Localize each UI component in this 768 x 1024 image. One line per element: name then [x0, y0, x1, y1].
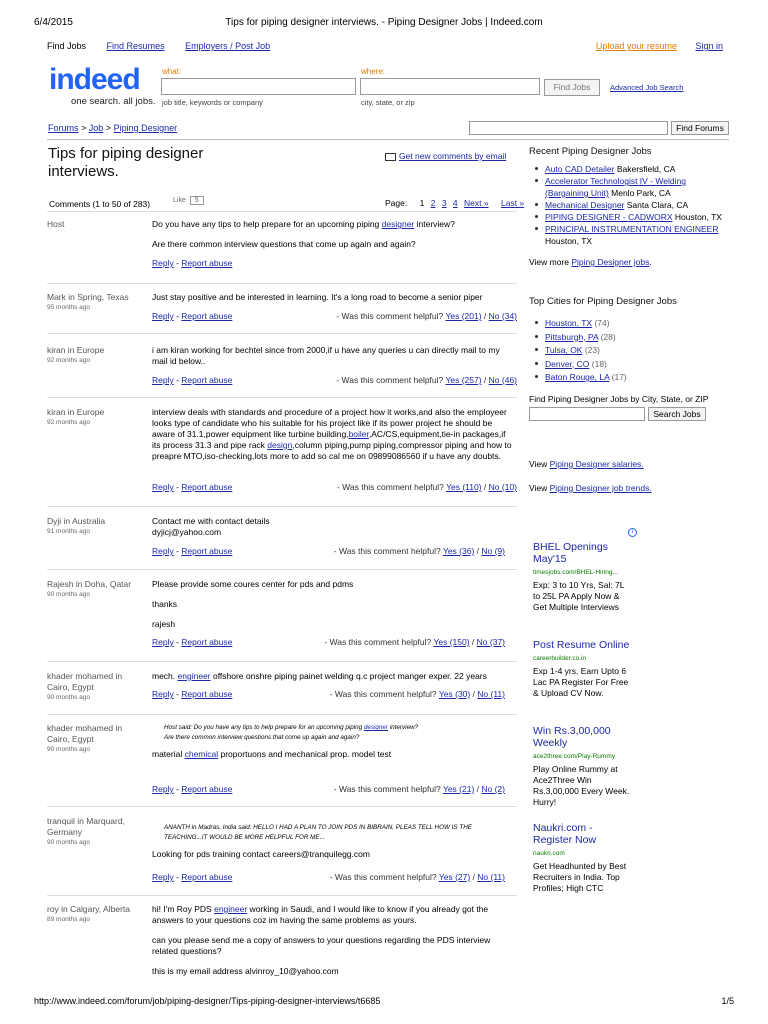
view-more-text: View more [529, 257, 572, 267]
separator: - [173, 258, 182, 268]
get-comments-email[interactable] [385, 151, 506, 161]
comment-text: this is my email address alvinroy_10@yahoo.com [152, 966, 339, 976]
keyword-link[interactable]: boiler [348, 429, 369, 439]
breadcrumb-sep: > [103, 123, 114, 133]
quote-text: Are there common interview questions that come up again and again? [164, 734, 360, 741]
like-widget[interactable] [173, 196, 204, 205]
sign-in-link[interactable]: Sign in [695, 41, 723, 51]
comment-age: 95 months ago [47, 304, 91, 311]
job-location: Menlo Park, CA [608, 188, 671, 198]
comment-age: 90 months ago [47, 746, 91, 753]
top-cities-section [529, 296, 729, 385]
ad-url: ace2three.com/Play-Rummy [533, 753, 615, 760]
separator: - [173, 546, 182, 556]
helpful-question: - Was this comment helpful? [333, 546, 441, 556]
job-location: Bakersfield, CA [614, 164, 676, 174]
divider [47, 283, 517, 284]
reply-link[interactable]: Reply [152, 375, 174, 385]
forum-search-input[interactable] [469, 121, 668, 135]
list-item [529, 175, 729, 199]
ad-title[interactable]: Naukri.com - Register Now [533, 822, 597, 846]
where-label: where: [361, 67, 386, 76]
divider [47, 895, 517, 896]
comment-actions [152, 546, 232, 556]
separator: / [481, 375, 489, 385]
sponsored-ad[interactable] [533, 541, 633, 613]
breadcrumb-piping-designer[interactable]: Piping Designer [113, 123, 178, 133]
helpful-vote [337, 482, 517, 492]
pager-label: Page: [385, 198, 408, 208]
divider [47, 569, 517, 570]
breadcrumb-forums[interactable]: Forums [48, 123, 79, 133]
comment-actions [152, 637, 232, 647]
view-more-link[interactable]: Piping Designer jobs [571, 257, 650, 267]
comment-text: interview deals with standards and procedure of a project how it works,and also the employeer looks type of candidate who his suitable for his project like if its power project he should be aware of 31.1,power equipment like turbine building, [152, 407, 507, 439]
helpful-vote [330, 872, 505, 882]
top-cities-title: Top Cities for Piping Designer Jobs [529, 296, 677, 307]
ad-url: naukri.com [533, 850, 565, 857]
reply-link[interactable]: Reply [152, 482, 174, 492]
vote-yes[interactable]: Yes (257) [445, 375, 482, 385]
comment-text: ,column piping,pump piping,compressor piping and how to preapre MTO,iso-checking,lots more to add so cal me on 09899086560 if u have any doubts. [152, 440, 512, 461]
find-jobs-button[interactable]: Find Jobs [544, 79, 600, 96]
trends-line [529, 483, 652, 493]
comment-body [152, 723, 512, 769]
trends-text: View [529, 483, 550, 493]
keyword-link[interactable]: design [267, 440, 293, 450]
helpful-vote [336, 375, 517, 385]
comment-text: Contact me with contact details [152, 516, 270, 526]
view-more-text: . [649, 257, 652, 267]
upload-resume-link[interactable]: Upload your resume [595, 41, 677, 51]
comment-body [152, 292, 512, 312]
comment-body [152, 816, 512, 869]
vote-no[interactable]: No (9) [481, 546, 505, 556]
helpful-vote [336, 311, 517, 321]
report-abuse-link[interactable]: Report abuse [181, 637, 233, 647]
what-input[interactable] [161, 78, 356, 95]
reply-link[interactable]: Reply [152, 258, 174, 268]
comment-body [152, 407, 512, 471]
comment-body [152, 671, 512, 691]
nav-find-resumes[interactable]: Find Resumes [106, 41, 165, 51]
city-link[interactable]: Tulsa, OK [545, 345, 583, 355]
keyword-link[interactable]: engineer [214, 904, 248, 914]
pager-page-4[interactable]: 4 [452, 198, 458, 208]
comment-text: Do you have any tips to help prepare for an upcoming piping [152, 219, 382, 229]
author-name: khader mohamed in Cairo, Egypt [47, 723, 123, 744]
helpful-vote [330, 689, 505, 699]
separator: - [173, 375, 182, 385]
ad-description: Exp 1-4 yrs, Earn Upto 6 Lac PA Register For Free & Upload CV Now. [533, 666, 629, 698]
keyword-link[interactable]: engineer [177, 671, 211, 681]
author-name: kiran in Europe [47, 345, 105, 355]
divider [47, 397, 517, 398]
job-location: Santa Clara, CA [624, 200, 689, 210]
adchoices-icon[interactable]: i [628, 528, 637, 537]
report-abuse-link[interactable]: Report abuse [181, 546, 233, 556]
vote-no[interactable]: No (11) [477, 872, 505, 882]
quote-author: Host said: [164, 724, 192, 731]
separator: - [173, 689, 182, 699]
print-url: http://www.indeed.com/forum/job/piping-designer/Tips-piping-designer-interviews/t6685 [34, 996, 381, 1006]
separator: / [474, 546, 482, 556]
vote-yes[interactable]: Yes (30) [438, 689, 471, 699]
comment-age: 90 months ago [47, 839, 91, 846]
comment-actions [152, 258, 232, 268]
indeed-logo[interactable] [49, 63, 159, 108]
report-abuse-link[interactable]: Report abuse [181, 689, 233, 699]
divider [47, 806, 517, 807]
city-link[interactable]: Denver, CO [545, 358, 590, 369]
report-abuse-link[interactable]: Report abuse [181, 258, 233, 268]
comment-actions [152, 784, 232, 794]
advanced-search-link[interactable]: Advanced Job Search [610, 83, 684, 92]
comment-author [47, 516, 142, 536]
separator: / [470, 689, 478, 699]
helpful-question: - Was this comment helpful? [336, 482, 444, 492]
comment-age: 90 months ago [47, 694, 91, 701]
reply-link[interactable]: Reply [152, 689, 174, 699]
comment-text: Please provide some coures center for pds and pdms [152, 579, 354, 589]
job-link[interactable]: Accelerator Technologist IV - Welding (Bargaining Unit) [545, 176, 686, 198]
pager-page-3[interactable]: 3 [441, 198, 447, 208]
pager [385, 198, 528, 208]
helpful-question: - Was this comment helpful? [329, 689, 437, 699]
comment-author [47, 579, 142, 599]
vote-no[interactable]: No (10) [488, 482, 517, 492]
report-abuse-link[interactable]: Report abuse [181, 872, 233, 882]
breadcrumb [48, 123, 177, 133]
quote-text: HELLO I HAD A PLAN TO JOIN PDS IN BIBRAIN, PLEAS TELL HOW IS THE TEACHING...IT WOULD BE MORE HELPFUL FOR ME... [164, 824, 472, 841]
separator: / [470, 872, 478, 882]
keyword-link[interactable]: chemical [184, 749, 219, 759]
comment-text: Are there common interview questions that come up again and again? [152, 239, 416, 249]
comment-author [47, 904, 142, 924]
reply-link[interactable]: Reply [152, 637, 174, 647]
author-name: tranquil in Marquard, Germany [47, 816, 125, 837]
city-count: (18) [589, 358, 607, 369]
what-hint: job title, keywords or company [162, 98, 263, 107]
separator: - [173, 637, 182, 647]
quote-text: interview? [388, 724, 419, 731]
logo-tagline: one search. all jobs. [71, 96, 156, 107]
report-abuse-link[interactable]: Report abuse [181, 784, 233, 794]
city-count: (28) [598, 331, 616, 342]
vote-yes[interactable]: Yes (150) [433, 637, 470, 647]
job-location: Houston, TX [672, 212, 722, 222]
divider [47, 506, 517, 507]
comment-body [152, 219, 512, 259]
print-title: Tips for piping designer interviews. - Piping Designer Jobs | Indeed.com [225, 17, 543, 28]
comment-text: mech. [152, 671, 178, 681]
comment-text: hi! I'm Roy PDS [152, 904, 215, 914]
find-by-city-title: Find Piping Designer Jobs by City, State, or ZIP [529, 394, 709, 404]
ad-title[interactable]: Win Rs.3,00,000 Weekly [533, 725, 611, 749]
list-item [529, 317, 729, 331]
comment-text: Looking for pds training contact careers@tranquilegg.com [152, 849, 370, 859]
report-abuse-link[interactable]: Report abuse [181, 375, 233, 385]
ad-description: Exp: 3 to 10 Yrs, Sal: 7L to 25L PA Apply Now & Get Multiple Interviews [533, 580, 625, 612]
pager-next[interactable]: Next » [464, 198, 489, 208]
search-jobs-button[interactable]: Search Jobs [648, 407, 706, 421]
comment-author [47, 816, 142, 847]
author-name: Dyji in Australia [47, 516, 106, 526]
reply-link[interactable]: Reply [152, 546, 174, 556]
logo-wordmark: indeed [49, 63, 140, 96]
salaries-text: View [529, 459, 550, 469]
where-hint: city, state, or zip [361, 98, 415, 107]
comments-count: Comments (1 to 50 of 283) [49, 199, 151, 209]
comment-text: material [152, 749, 185, 759]
job-link[interactable]: Mechanical Designer [545, 200, 625, 210]
get-comments-link[interactable]: Get new comments by email [399, 151, 507, 161]
comment-author [47, 292, 142, 312]
list-item [529, 163, 729, 175]
helpful-vote [334, 784, 505, 794]
comment-author [47, 671, 142, 702]
keyword-link[interactable]: designer [363, 724, 389, 731]
comment-body [152, 904, 512, 986]
list-item [529, 211, 729, 223]
author-name: Mark in Spring, Texas [47, 292, 129, 302]
keyword-link[interactable]: designer [381, 219, 415, 229]
comment-actions [152, 375, 232, 385]
city-count: (17) [609, 372, 627, 382]
top-cities-list [529, 317, 729, 385]
ad-description: Play Online Rummy at Ace2Three Win Rs.3,00,000 Every Week. Hurry! [533, 764, 630, 807]
report-abuse-link[interactable]: Report abuse [181, 311, 233, 321]
vote-no[interactable]: No (2) [481, 784, 505, 794]
city-count: (23) [582, 345, 600, 355]
separator: / [469, 637, 477, 647]
comment-age: 92 months ago [47, 419, 91, 426]
vote-no[interactable]: No (34) [488, 311, 517, 321]
report-abuse-link[interactable]: Report abuse [181, 482, 233, 492]
comment-text: can you please send me a copy of answers to your questions regarding the PDS interview related questions? [152, 935, 491, 956]
comment-text: rajesh [152, 619, 176, 629]
page-title: Tips for piping designer interviews. [48, 145, 204, 180]
job-link[interactable]: PRINCIPAL INSTRUMENTATION ENGINEER [545, 224, 719, 234]
comment-age: 92 months ago [47, 357, 91, 364]
top-nav [47, 41, 288, 51]
comment-text: ,AC/CS,equipment,tie-in packages,if its process 31.3 and pipe rack [152, 429, 506, 450]
sponsored-ad[interactable] [533, 725, 633, 808]
divider [47, 139, 729, 140]
comment-age: 89 months ago [47, 916, 91, 923]
comment-actions [152, 311, 232, 321]
print-date: 6/4/2015 [34, 17, 73, 28]
sponsored-ad[interactable] [533, 639, 633, 699]
print-page-number: 1/5 [721, 996, 734, 1006]
what-label: what: [162, 67, 182, 76]
comment-text: offshore onshre piping painet welding q.c project manger exper. 22 years [210, 671, 487, 681]
helpful-question: - Was this comment helpful? [333, 784, 441, 794]
ad-url: careerbuilder.co.in [533, 655, 587, 662]
separator: - [173, 482, 182, 492]
separator: / [481, 482, 489, 492]
helpful-vote [334, 546, 505, 556]
vote-no[interactable]: No (46) [488, 375, 517, 385]
vote-yes[interactable]: Yes (110) [446, 482, 482, 492]
ad-title[interactable]: BHEL Openings May'15 [533, 541, 608, 565]
divider [47, 714, 517, 715]
envelope-icon [385, 153, 396, 161]
comment-author [47, 345, 142, 365]
list-item [529, 199, 729, 211]
helpful-question: - Was this comment helpful? [336, 311, 444, 321]
reply-link[interactable]: Reply [152, 311, 174, 321]
author-name: kiran in Europe [47, 407, 105, 417]
quote-author: ANANTH in Madras, India said: [164, 824, 252, 831]
comment-text: interview? [414, 219, 455, 229]
comment-actions [152, 872, 232, 882]
pager-page-1[interactable]: 1 [419, 198, 425, 208]
helpful-vote [324, 637, 505, 647]
reply-link[interactable]: Reply [152, 784, 174, 794]
divider [47, 211, 517, 212]
where-input[interactable] [360, 78, 540, 95]
quoted-comment [152, 823, 512, 843]
city-link[interactable]: Houston, TX [545, 318, 593, 328]
breadcrumb-job[interactable]: Job [88, 123, 104, 133]
separator: / [474, 784, 482, 794]
separator: - [173, 784, 182, 794]
list-item [529, 223, 729, 247]
ad-description: Get Headhunted by Best Recruiters in India. Top Profiles; High CTC [533, 861, 627, 893]
salaries-line [529, 459, 644, 469]
comment-body [152, 345, 512, 376]
recent-jobs-title: Recent Piping Designer Jobs [529, 146, 652, 157]
find-forums-button[interactable]: Find Forums [671, 121, 729, 135]
list-item [529, 371, 729, 385]
comment-text: working in Saudi, and I would like to know if you already got the answers to your questions coz im having the same problems as yours. [152, 904, 489, 925]
separator: / [481, 311, 489, 321]
vote-yes[interactable]: Yes (27) [438, 872, 471, 882]
comment-text: i am kiran working for bechtel since from 2000,if u have any queries u can directly mail to my mail id below.. [152, 345, 500, 366]
author-name: khader mohamed in Cairo, Egypt [47, 671, 123, 692]
city-link[interactable]: Baton Rouge, LA [545, 372, 610, 382]
quoted-comment [152, 723, 512, 743]
comment-age: 91 months ago [47, 528, 91, 535]
comment-text: Just stay positive and be interested in learning. It's a long road to become a senior piper [152, 292, 483, 302]
comment-text: proportuons and mechanical prop. model test [218, 749, 392, 759]
helpful-question: - Was this comment helpful? [324, 637, 432, 647]
trends-link[interactable]: Piping Designer job trends. [549, 483, 652, 493]
sponsored-ad[interactable] [533, 822, 633, 894]
comment-author: Host [47, 219, 65, 229]
comment-actions [152, 689, 232, 699]
quote-text: Do you have any tips to help prepare for an upcoming piping [192, 724, 364, 731]
vote-yes[interactable]: Yes (36) [442, 546, 475, 556]
city-search-input[interactable] [529, 407, 645, 421]
ad-url: timesjobs.com/BHEL-Hiring... [533, 569, 618, 576]
comment-author [47, 723, 142, 754]
separator: - [173, 872, 182, 882]
job-link[interactable]: PIPING DESIGNER - CADWORX [545, 212, 673, 222]
vote-no[interactable]: No (37) [476, 637, 505, 647]
list-item [529, 331, 729, 345]
salaries-link[interactable]: Piping Designer salaries. [549, 459, 644, 469]
breadcrumb-sep: > [78, 123, 89, 133]
job-location: Houston, TX [545, 236, 593, 246]
helpful-question: - Was this comment helpful? [329, 872, 437, 882]
nav-find-jobs[interactable]: Find Jobs [47, 41, 87, 51]
recent-jobs-section [529, 146, 729, 267]
like-count: 5 [190, 196, 204, 205]
author-name: roy in Calgary, Alberta [47, 904, 130, 914]
comment-actions [152, 482, 232, 492]
like-label: Like [173, 197, 186, 204]
top-right-nav [596, 41, 723, 51]
city-link[interactable]: Pittsburgh, PA [545, 331, 599, 342]
comment-text: thanks [152, 599, 178, 609]
divider [47, 333, 517, 334]
list-item [529, 344, 729, 358]
ad-title[interactable]: Post Resume Online [533, 639, 630, 651]
city-count: (74) [592, 318, 610, 328]
nav-employers[interactable]: Employers / Post Job [185, 41, 271, 51]
vote-yes[interactable]: Yes (21) [442, 784, 475, 794]
separator: - [173, 311, 182, 321]
divider [47, 661, 517, 662]
pager-page-2[interactable]: 2 [430, 198, 436, 208]
reply-link[interactable]: Reply [152, 872, 174, 882]
comment-age: 90 months ago [47, 591, 91, 598]
vote-no[interactable]: No (11) [477, 689, 505, 699]
comment-body [152, 579, 512, 639]
vote-yes[interactable]: Yes (201) [445, 311, 482, 321]
comment-text: dyjicj@yahoo.com [152, 527, 222, 537]
comment-body [152, 516, 512, 547]
view-more [529, 257, 729, 267]
helpful-question: - Was this comment helpful? [336, 375, 444, 385]
author-name: Rajesh in Doha, Qatar [47, 579, 132, 589]
list-item [529, 358, 729, 372]
comment-author [47, 407, 142, 427]
job-link[interactable]: Auto CAD Detailer [545, 164, 615, 174]
recent-jobs-list [529, 163, 729, 247]
pager-last[interactable]: Last » [500, 198, 525, 208]
print-footer [34, 996, 734, 1006]
